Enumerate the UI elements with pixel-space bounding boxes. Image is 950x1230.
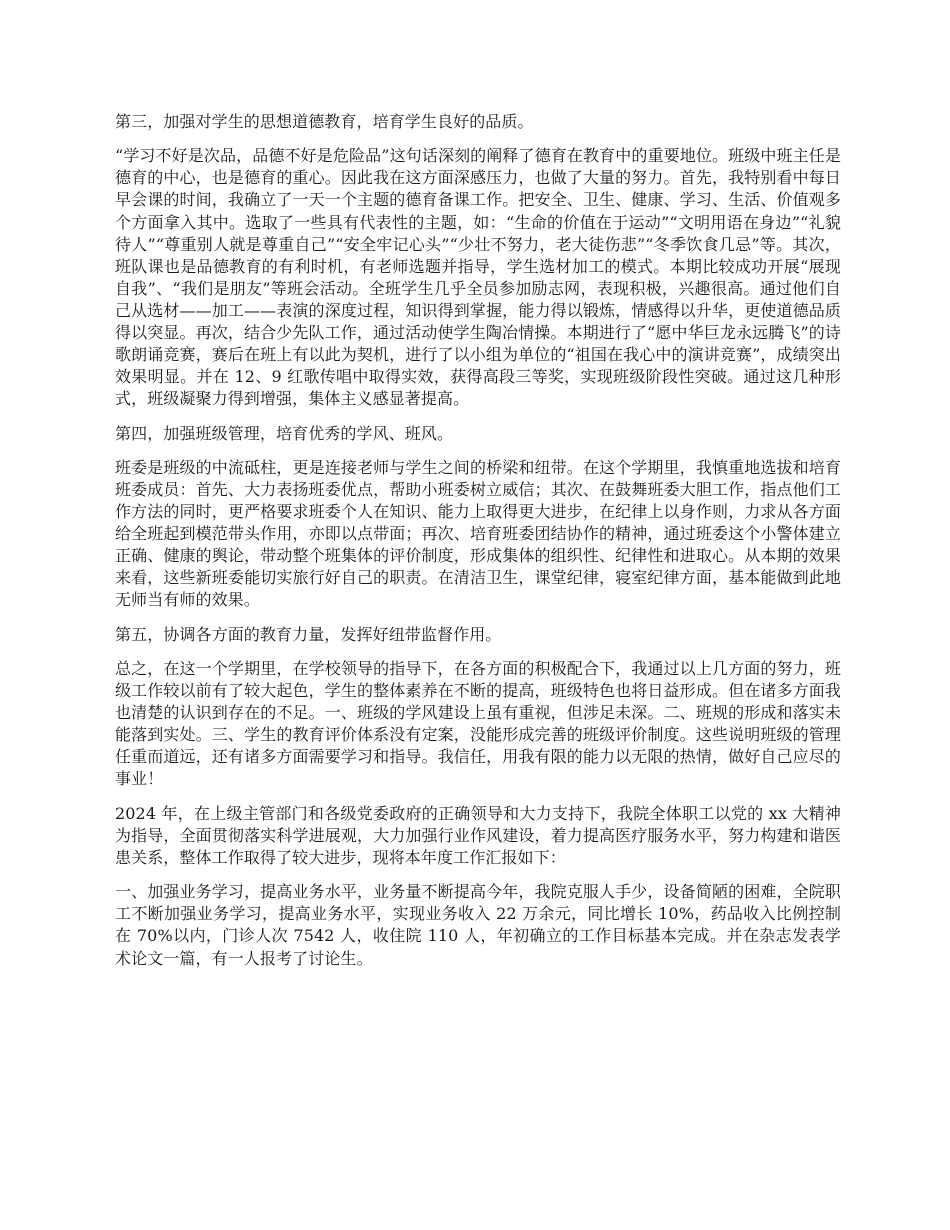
document-page [115, 111, 841, 982]
paragraph-section-five-heading: 第五，协调各方面的教育力量，发挥好纽带监督作用。 [115, 624, 502, 644]
paragraph-hospital-report-intro: 2024 年，在上级主管部门和各级党委政府的正确领导和大力支持下，我院全体职工以党的 xx 大精神为指导，全面贯彻落实科学进展观，大力加强行业作风建设，着力提高医疗服务水平，努力构建和谐医患关系，整体工作取得了较大进步，现将本年度工作汇报如下： [115, 803, 841, 867]
paragraph-class-committee: 班委是班级的中流砥柱，更是连接老师与学生之间的桥梁和纽带。在这个学期里，我慎重地选拔和培育班委成员：首先、大力表扬班委优点，帮助小班委树立威信；其次、在鼓舞班委大胆工作，指点他们工作方法的同时，更严格要求班委个人在知识、能力上取得更大进步，在纪律上以身作则，力求从各方面给全班起到模范带头作用，亦即以点带面；再次、培育班委团结协作的精神，通过班委这个小警体建立正确、健康的舆论，带动整个班集体的评价制度，形成集体的组织性、纪律性和进取心。从本期的效果来看，这些新班委能切实旅行好自己的职责。在清洁卫生，课堂纪律，寝室纪律方面，基本能做到此地无师当有师的效果。 [115, 457, 841, 610]
paragraph-conclusion: 总之，在这一个学期里，在学校领导的指导下，在各方面的积极配合下，我通过以上几方面的努力，班级工作较以前有了较大起色，学生的整体素养在不断的提高，班级特色也将日益形成。但在诸多方面我也清楚的认识到存在的不足。一、班级的学风建设上虽有重视，但涉足未深。二、班规的形成和落实未能落到实处。三、学生的教育评价体系没有定案，没能形成完善的班级评价制度。这些说明班级的管理任重而道远，还有诸多方面需要学习和指导。我信任，用我有限的能力以无限的热情，做好自己应尽的事业！ [115, 659, 841, 789]
paragraph-business-study: 一、加强业务学习，提高业务水平，业务量不断提高今年，我院克服人手少，设备简陋的困难，全院职工不断加强业务学习，提高业务水平，实现业务收入 22 万余元，同比增长 10%，药品收入比例控制在 70%以内，门诊人次 7542 人，收住院 110 人，年初确立的工作目标基本完成。并在杂志发表学术论文一篇，有一人报考了讨论生。 [115, 882, 841, 968]
paragraph-section-three-heading: 第三，加强对学生的思想道德教育，培育学生良好的品质。 [115, 112, 534, 131]
paragraph-moral-education: “学习不好是次品，品德不好是危险品”这句话深刻的阐释了德育在教育中的重要地位。班级中班主任是德育的中心，也是德育的重心。因此我在这方面深感压力，也做了大量的努力。首先，我特别看中每日早会课的时间，我确立了一天一个主题的德育备课工作。把安全、卫生、健康、学习、生活、价值观多个方面拿入其中。选取了一些具有代表性的主题，如：“生命的价值在于运动”“文明用语在身边”“礼貌待人”“尊重别人就是尊重自己”“安全牢记心头”“少壮不努力，老大徒伤悲”“冬季饮食几忌”等。其次，班队课也是品德教育的有利时机，有老师选题并指导，学生选材加工的模式。本期比较成功开展“展现自我”、“我们是朋友”等班会活动。全班学生几乎全员参加励志网，表现积极，兴趣很高。通过他们自己从选材——加工——表演的深度过程，知识得到掌握，能力得以锻炼，情感得以升华，更使道德品质得以突显。再次，结合少先队工作，通过活动使学生陶冶情操。本期进行了“愿中华巨龙永远腾飞”的诗歌朗诵竞赛，赛后在班上有以此为契机，进行了以小组为单位的“祖国在我心中的演讲竞赛”，成绩突出效果明显。并在 12、9 红歌传唱中取得实效，获得高段三等奖，实现班级阶段性突破。通过这几种形式，班级凝聚力得到增强，集体主义感显著提高。 [115, 146, 841, 409]
paragraph-section-four-heading: 第四，加强班级管理，培育优秀的学风、班风。 [115, 423, 454, 443]
